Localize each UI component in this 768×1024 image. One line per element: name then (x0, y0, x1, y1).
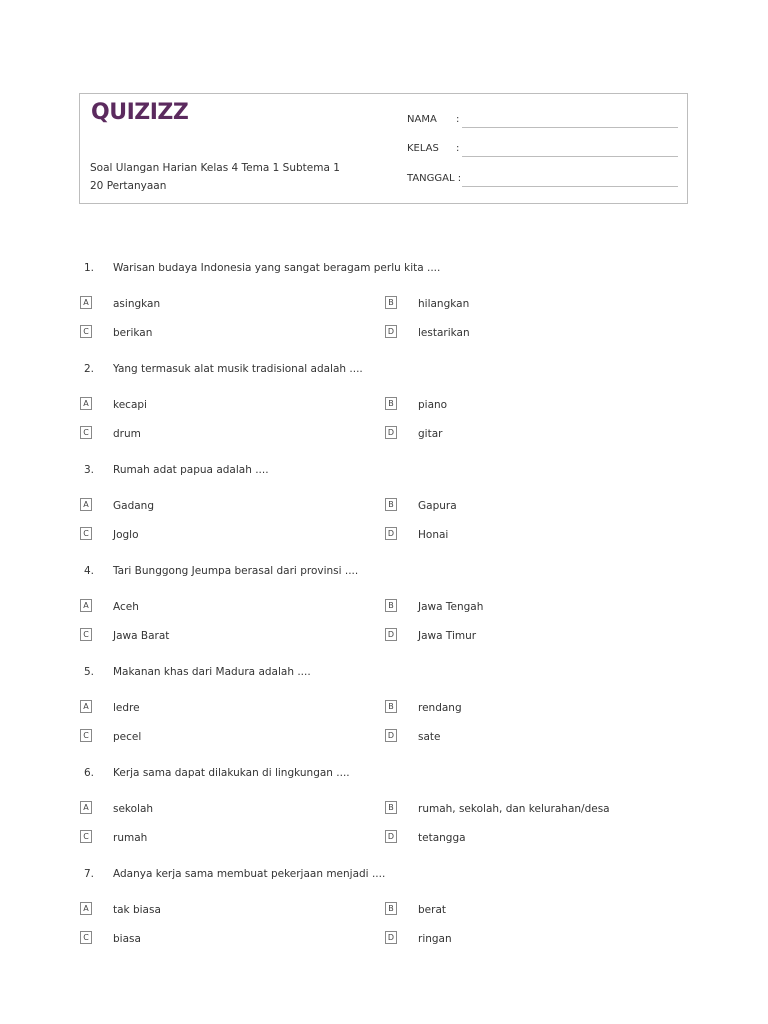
option-text: piano (418, 399, 448, 411)
option-text: Gadang (113, 500, 154, 512)
option-letter-box: C (80, 426, 92, 439)
option-text: Aceh (113, 601, 139, 613)
option-letter-box: A (80, 801, 92, 814)
question-number: 1. (84, 262, 95, 274)
option-letter-box: B (385, 902, 397, 915)
question-count: 20 Pertanyaan (90, 180, 167, 192)
question-number: 7. (84, 868, 95, 880)
quiz-title: Soal Ulangan Harian Kelas 4 Tema 1 Subtema 1 (90, 162, 340, 174)
question-number: 3. (84, 464, 95, 476)
question-number: 2. (84, 363, 95, 375)
option-letter-box: C (80, 830, 92, 843)
option-text: rumah (113, 832, 148, 844)
question-text: Rumah adat papua adalah .... (113, 464, 269, 476)
name-label: NAMA (407, 114, 437, 125)
option-text: Jawa Timur (418, 630, 477, 642)
option-text: Jawa Tengah (418, 601, 484, 613)
option-text: berikan (113, 327, 153, 339)
option-letter-box: B (385, 397, 397, 410)
option-letter-box: D (385, 830, 397, 843)
option-text: Honai (418, 529, 449, 541)
option-letter-box: D (385, 527, 397, 540)
option-text: tetangga (418, 832, 466, 844)
question-number: 6. (84, 767, 95, 779)
option-letter-box: B (385, 296, 397, 309)
option-text: lestarikan (418, 327, 470, 339)
option-text: berat (418, 904, 446, 916)
question-number: 4. (84, 565, 95, 577)
question-text: Makanan khas dari Madura adalah .... (113, 666, 311, 678)
option-letter-box: C (80, 628, 92, 641)
name-line (462, 127, 678, 128)
option-letter-box: A (80, 296, 92, 309)
quizizz-logo: QUIZIZZ (91, 100, 189, 125)
class-colon: : (456, 143, 460, 154)
option-text: Jawa Barat (113, 630, 170, 642)
option-letter-box: A (80, 902, 92, 915)
option-letter-box: B (385, 700, 397, 713)
option-text: tak biasa (113, 904, 161, 916)
option-letter-box: C (80, 729, 92, 742)
option-letter-box: B (385, 599, 397, 612)
option-text: asingkan (113, 298, 161, 310)
option-text: Joglo (113, 529, 139, 541)
option-letter-box: D (385, 931, 397, 944)
option-text: sekolah (113, 803, 154, 815)
class-line (462, 156, 678, 157)
option-text: Gapura (418, 500, 457, 512)
option-text: pecel (113, 731, 142, 743)
option-text: rendang (418, 702, 462, 714)
date-line (462, 186, 678, 187)
option-letter-box: A (80, 700, 92, 713)
option-text: ledre (113, 702, 140, 714)
option-letter-box: B (385, 498, 397, 511)
date-label: TANGGAL : (407, 173, 462, 184)
question-text: Adanya kerja sama membuat pekerjaan menjadi .... (113, 868, 386, 880)
option-letter-box: A (80, 599, 92, 612)
option-letter-box: D (385, 729, 397, 742)
worksheet-header (79, 93, 688, 204)
option-text: ringan (418, 933, 452, 945)
option-letter-box: B (385, 801, 397, 814)
option-letter-box: A (80, 397, 92, 410)
question-text: Kerja sama dapat dilakukan di lingkungan .... (113, 767, 350, 779)
option-text: gitar (418, 428, 443, 440)
option-text: kecapi (113, 399, 147, 411)
option-letter-box: C (80, 325, 92, 338)
option-letter-box: D (385, 628, 397, 641)
question-text: Warisan budaya Indonesia yang sangat beragam perlu kita .... (113, 262, 441, 274)
option-text: rumah, sekolah, dan kelurahan/desa (418, 803, 610, 815)
question-text: Tari Bunggong Jeumpa berasal dari provinsi .... (113, 565, 359, 577)
name-colon: : (456, 114, 460, 125)
question-text: Yang termasuk alat musik tradisional adalah .... (113, 363, 363, 375)
option-letter-box: C (80, 527, 92, 540)
option-text: sate (418, 731, 441, 743)
question-number: 5. (84, 666, 95, 678)
option-letter-box: A (80, 498, 92, 511)
class-label: KELAS (407, 143, 439, 154)
option-text: hilangkan (418, 298, 470, 310)
option-text: biasa (113, 933, 141, 945)
option-letter-box: C (80, 931, 92, 944)
option-text: drum (113, 428, 141, 440)
option-letter-box: D (385, 325, 397, 338)
option-letter-box: D (385, 426, 397, 439)
